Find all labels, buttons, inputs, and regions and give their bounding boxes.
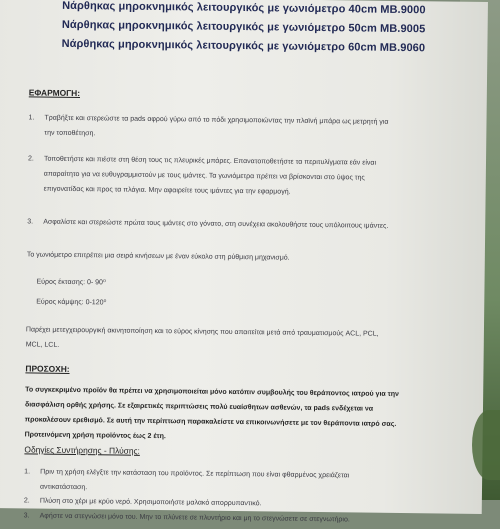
paragraph-line: προκαλέσουν ερεθισμό. Σε αυτή την περίπτωση παρακαλείστε να επικοινωνήσετε με τον θεράποντα ιατρό σας. [24,416,397,428]
product-title-40cm: Νάρθηκας μηροκνημικός λειτουργικός με γωνιόμετρο 40cm ΜΒ.9000 [62,0,426,17]
product-title-50cm: Νάρθηκας μηροκνημικός λειτουργικός με γωνιόμετρο 50cm ΜΒ.9005 [61,18,426,36]
caution-heading: ΠΡΟΣΟΧΗ: [25,363,70,374]
step-line: επιγονατίδας και προς τα πλάγια. Μην αφαιρείτε τους ιμάντες για την εφαρμογή. [43,185,291,196]
step-line: Αφήστε να στεγνώσει μόνο του. Μην το πλύνετε σε πλυντήριο και μη το στεγνώσετε σε στεγνωτήριο. [39,512,350,524]
step-number: 3. [27,218,34,226]
step-line: Πλύση στο χέρι με κρύο νερό. Χρησιμοποιήστε μαλακό απορρυπαντικό. [39,497,262,508]
step-line: την τοποθέτηση. [44,129,96,138]
step-line: αντικατάσταση. [39,483,88,492]
rehab-description [26,322,446,357]
step-line: απαραίτητο για να ευθυγραμμιστούν με τους ιμάντες. Τα γωνιόμετρα πρέπει να βρίσκονται στο ύψος της [43,170,365,182]
caution-text [25,382,448,447]
goniometer-description: Το γωνιόμετρο επιτρέπει μια σειρά κινήσεων με έναν εύκολο στη ρύθμιση μηχανισμό. [26,251,290,262]
step-line: Πριν τη χρήση ελέγξτε την κατάσταση του προϊόντος. Σε περίπτωση που είναι φθαρμένος χρειάζεται [40,468,350,480]
step-number: 3. [23,512,30,520]
step-line: Τραβήξτε και στερεώστε τα pads αφρού γύρω από το πόδι χρησιμοποιώντας την πλαϊνή μπάρα ως μετρητή για [44,114,389,126]
step-number: 2. [27,155,34,163]
step-number: 2. [23,497,30,505]
plant-leaf [472,410,500,480]
paragraph-line: διασφάλιση ορθής χρήσης. Σε εξαιρετικές περιπτώσεις πολύ ευαίσθητων ασθενών, τα pads ενδέχεται να [24,401,374,413]
step-number: 1. [28,114,35,122]
paragraph-line: Προτεινόμενη χρήση προϊόντος έως 2 έτη. [24,431,166,441]
paragraph-line: MCL, LCL. [25,341,60,349]
maintenance-heading: Οδηγίες Συντήρησης - Πλύσης: [24,444,140,456]
product-title-60cm: Νάρθηκας μηροκνημικός λειτουργικός με γωνιόμετρο 60cm ΜΒ.9060 [61,37,426,55]
step-number: 1. [24,468,31,476]
paragraph-line: Παρέχει μετεγχειρουργική ακινητοποίηση και το εύρος κίνησης που απαιτείται μετά από τραυματισμούς ACL, PCL, [25,326,379,338]
paragraph-line: Το συγκεκριμένο προϊόν θα πρέπει να χρησιμοποιείται μόνο κατόπιν συμβουλής του θεράποντος ιατρού για την [25,386,400,398]
step-line: Τοποθετήστε και πιέστε στη θέση τους τις πλευρικές μπάρες. Επανατοποθετήστε τα περιτυλίγματα εάν είναι [43,155,377,167]
product-titles [33,0,454,59]
application-heading: ΕΦΑΡΜΟΓΗ: [28,87,81,99]
extension-range: Εύρος έκτασης: 0- 90⁰ [36,278,106,287]
step-line: Ασφαλίστε και στερεώστε πρώτα τους ιμάντες στο γόνατο, στη συνέχεια ακολουθήστε τους υπόλοιπους ιμάντες. [43,218,389,230]
flexion-range: Εύρος κάμψης: 0-120⁰ [36,298,107,307]
